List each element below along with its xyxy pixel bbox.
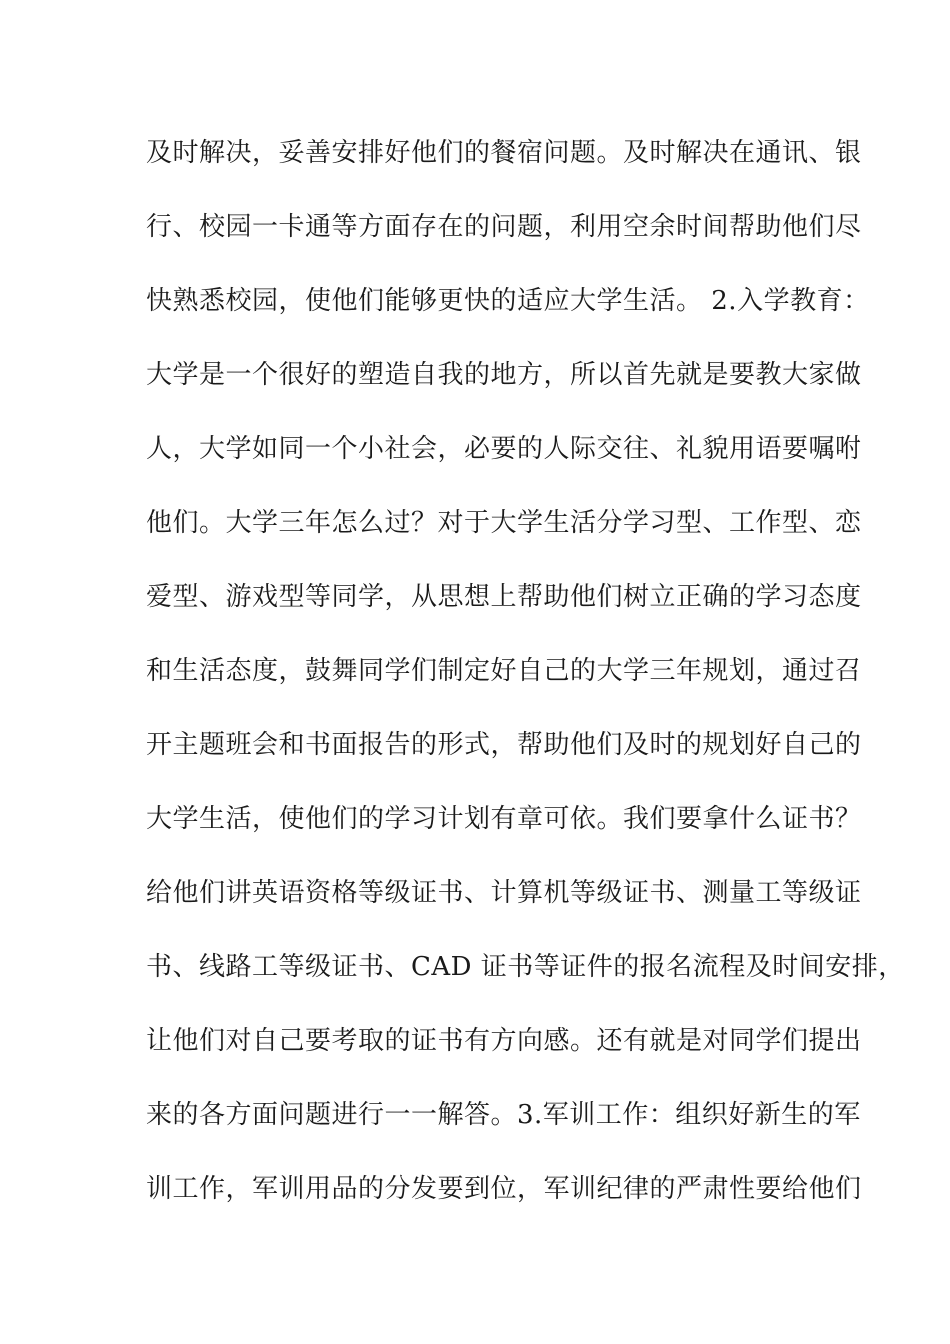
text-line: 快熟悉校园，使他们能够更快的适应大学生活。 2.入学教育：	[146, 286, 870, 316]
text-line: 和生活态度，鼓舞同学们制定好自己的大学三年规划，通过召	[146, 656, 862, 686]
text-line: 他们。大学三年怎么过？对于大学生活分学习型、工作型、恋	[146, 508, 862, 538]
text-line: 爱型、游戏型等同学，从思想上帮助他们树立正确的学习态度	[146, 582, 862, 612]
text-line: 让他们对自己要考取的证书有方向感。还有就是对同学们提出	[146, 1026, 862, 1056]
text-line: 来的各方面问题进行一一解答。3.军训工作：组织好新生的军	[146, 1100, 861, 1130]
text-line: 开主题班会和书面报告的形式，帮助他们及时的规划好自己的	[146, 730, 862, 760]
text-line: 训工作，军训用品的分发要到位，军训纪律的严肃性要给他们	[146, 1174, 862, 1204]
text-line: 大学生活，使他们的学习计划有章可依。我们要拿什么证书？	[146, 804, 862, 834]
text-line: 大学是一个很好的塑造自我的地方，所以首先就是要教大家做	[146, 360, 862, 390]
text-line: 给他们讲英语资格等级证书、计算机等级证书、测量工等级证	[146, 878, 862, 908]
text-line: 及时解决，妥善安排好他们的餐宿问题。及时解决在通讯、银	[146, 138, 862, 168]
text-line: 书、线路工等级证书、CAD 证书等证件的报名流程及时间安排，	[146, 952, 905, 982]
text-line: 人，大学如同一个小社会，必要的人际交往、礼貌用语要嘱咐	[146, 434, 862, 464]
text-line: 行、校园一卡通等方面存在的问题，利用空余时间帮助他们尽	[146, 212, 862, 242]
body-text	[146, 128, 905, 1238]
